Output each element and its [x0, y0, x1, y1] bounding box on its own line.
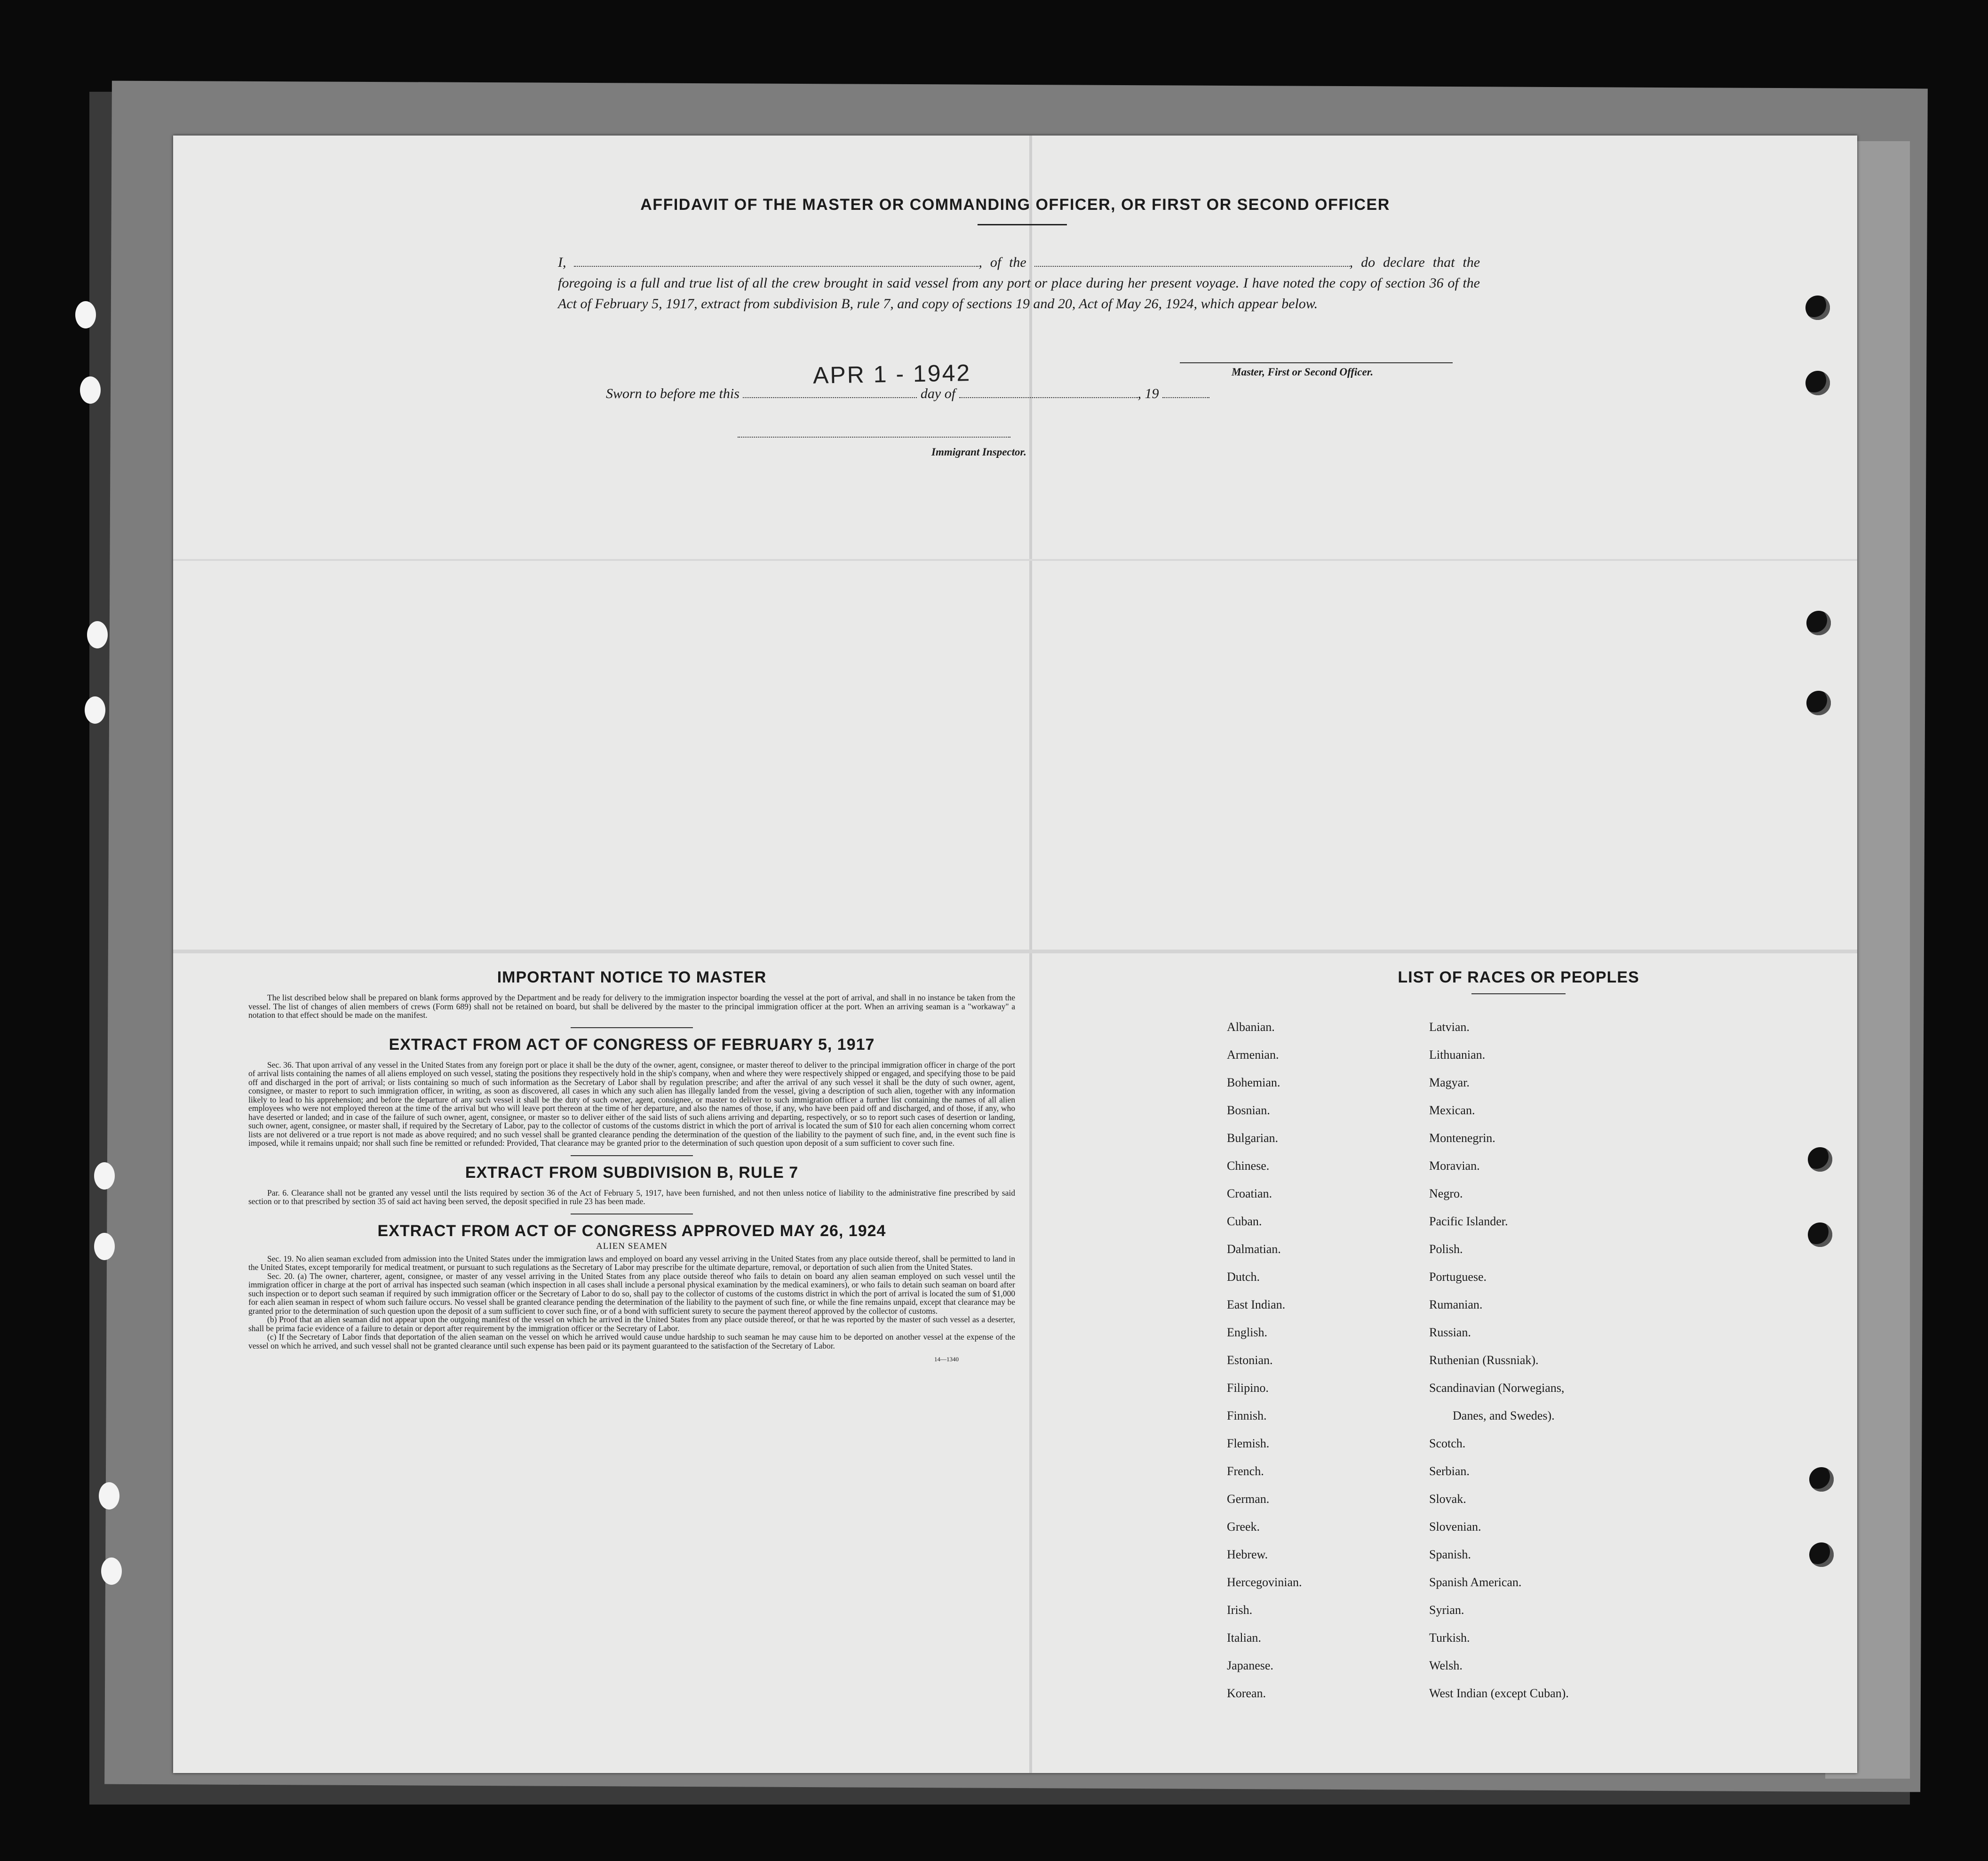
race-right: Danes, and Swedes).: [1453, 1409, 1555, 1422]
race-right: Negro.: [1429, 1187, 1463, 1200]
race-left: Bulgarian.: [1227, 1131, 1279, 1145]
race-left: Chinese.: [1227, 1159, 1270, 1173]
races-title-rule: [1471, 993, 1566, 994]
race-left: English.: [1227, 1326, 1267, 1339]
extract-rule7-text: Par. 6. Clearance shall not be granted any vessel until the lists required by section 36 of the Act of February 5, 1917, have been furnished, and not then unless notice of liability to the administrative fine prescribed by said section or to that prescribed by section 35 of said act having been served, the deposit specified in rule 23 has been made.: [248, 1188, 1015, 1206]
race-right: West Indian (except Cuban).: [1429, 1686, 1569, 1700]
race-right: Rumanian.: [1429, 1298, 1483, 1311]
race-left: Japanese.: [1227, 1659, 1273, 1672]
race-right: Montenegrin.: [1429, 1131, 1495, 1145]
punch-hole: [99, 1482, 119, 1510]
race-right: Scotch.: [1429, 1437, 1466, 1450]
punch-hole: [1805, 296, 1830, 320]
race-right: Moravian.: [1429, 1159, 1480, 1173]
punch-hole: [1806, 611, 1831, 635]
race-row: [1185, 1659, 1726, 1686]
race-row: [1185, 1214, 1726, 1242]
title-rule: [978, 224, 1067, 225]
section-rule: [571, 1027, 693, 1028]
race-row: [1185, 1353, 1726, 1381]
year-blank: [1162, 397, 1209, 398]
sec-20b-text: (b) Proof that an alien seaman did not appear upon the outgoing manifest of the vessel on which he arrived in the United States from any place outside thereof, or that he was reported by the master of such vessel as a deserter, shall be prima facie evidence of a failure to detain or deport after requirement by the immigration officer or the Secretary of Labor.: [248, 1315, 1015, 1333]
notices-column: [248, 968, 1015, 1363]
punch-hole: [94, 1233, 115, 1260]
race-row: [1185, 1548, 1726, 1575]
race-right: Serbian.: [1429, 1464, 1470, 1478]
race-left: Estonian.: [1227, 1353, 1273, 1367]
inspector-signature-line: [738, 437, 1010, 438]
race-right: Pacific Islander.: [1429, 1214, 1508, 1228]
race-row: [1185, 1131, 1726, 1159]
races-header: [1213, 968, 1824, 1002]
vertical-fold: [1029, 136, 1032, 1773]
race-right: Polish.: [1429, 1242, 1463, 1256]
decl-body: that the foregoing is a full and true list of all the crew brought in said vessel from any port or place during her present voyage. I have noted the copy of section 36 of the Act of February 5, 1917, extract from subdivision B, rule 7, and copy of sections 19 and 20, Act of May 26, 1924, which appear below.: [558, 255, 1480, 311]
race-row: [1185, 1076, 1726, 1103]
race-row: [1185, 1159, 1726, 1187]
date-blank: [743, 397, 917, 398]
race-left: Italian.: [1227, 1631, 1261, 1645]
race-row: [1185, 1326, 1726, 1353]
alien-seamen-subtitle: ALIEN SEAMEN: [596, 1241, 668, 1251]
punch-hole: [75, 301, 96, 328]
race-row: [1185, 1020, 1726, 1048]
race-row: [1185, 1492, 1726, 1520]
extract-1917-text: Sec. 36. That upon arrival of any vessel in the United States from any foreign port or place it shall be the duty of the owner, agent, consignee, or master thereof to deliver to the principal immigration officer in charge of the port of arrival lists containing the names of all aliens employed on such vessel, stating the positions they respectively hold in the ship's company, when and where they were respectively shipped or engaged, and specifying those to be paid off and discharged in the port of arrival; or lists containing so much of such information as the Secretary of Labor shall by regulation prescribe; and after the arrival of any such vessel it shall be the duty of such owner, agent, consignee, or master to report to such immigration officer, in writing, as soon as discovered, all cases in which any such alien has illegally landed from the vessel, giving a description of such alien, together with any information likely to lead to his apprehension; and before the departure of any such vessel it shall be the duty of such owner, agent, consignee, or master to deliver to such immigration officer a further list containing the names of all alien employees who were not employed thereon at the time of the arrival but who will leave port thereon at the time of her departure, and also the names of those, if any, who have been paid off and discharged, and of those, if any, who have deserted or landed; and in case of the failure of such owner, agent, consignee, or master so to deliver either of the said lists of such aliens arriving and departing, respectively, or so to report such cases of desertion or landing, such owner, agent, consignee, or master shall, if required by the Secretary of Labor, pay to the collector of customs of the customs district in which the port of arrival is located the sum of $10 for each alien concerning whom correct lists are not delivered or a true report is not made as above required; and no such vessel shall be granted clearance pending the determination of the question of the liability to the payment of such fine, and, in the event such fine is imposed, while it remains unpaid; nor shall such fine be remitted or refunded: Provided, That clearance may be granted prior to the determination of such question upon deposit of a sum sufficient to cover such fine.: [248, 1060, 1015, 1148]
races-list: [1185, 1020, 1726, 1714]
sec-20c-text: (c) If the Secretary of Labor finds that deportation of the alien seaman on the vessel on which he arrived would cause undue hardship to such seaman he may cause him to be deported on another vessel at the expense of the vessel on which he arrived, and such vessel shall not be granted clearance until such expense has been paid or its payment guaranteed to the satisfaction of the Secretary of Labor.: [248, 1332, 1015, 1350]
race-row: [1185, 1686, 1726, 1714]
document-sheet: [173, 136, 1857, 1773]
punch-hole: [87, 621, 108, 648]
race-row: [1185, 1409, 1726, 1437]
race-right: Russian.: [1429, 1326, 1471, 1339]
race-left: Irish.: [1227, 1603, 1253, 1617]
master-signature-line: [1180, 362, 1453, 363]
month-blank: [959, 397, 1138, 398]
decl-do-declare: , do declare: [1349, 255, 1425, 270]
race-left: East Indian.: [1227, 1298, 1286, 1311]
race-left: Hercegovinian.: [1227, 1575, 1302, 1589]
notice-text: The list described below shall be prepared on blank forms approved by the Department and be ready for delivery to the immigration inspector boarding the vessel at the port of arrival, and shall in no instance be taken from the vessel. The list of changes of alien members of crews (Form 689) shall not be retained on board, but shall be delivered by the master to the principal immigration officer at the port. When an arriving seaman is a "workaway" a notation to that effect should be made on the manifest.: [248, 993, 1015, 1020]
punch-hole: [85, 696, 105, 724]
extract-rule7-title: EXTRACT FROM SUBDIVISION B, RULE 7: [465, 1163, 799, 1182]
race-right: Slovenian.: [1429, 1520, 1481, 1534]
form-number: 14—1340: [934, 1356, 959, 1363]
sworn-before: Sworn to before me this: [606, 386, 740, 401]
vessel-blank: [1034, 266, 1350, 267]
race-right: Scandinavian (Norwegians,: [1429, 1381, 1565, 1395]
race-row: [1185, 1270, 1726, 1298]
race-left: French.: [1227, 1464, 1264, 1478]
race-right: Spanish American.: [1429, 1575, 1522, 1589]
punch-hole: [1809, 1542, 1834, 1567]
race-left: Bohemian.: [1227, 1076, 1280, 1089]
sec-20a-text: Sec. 20. (a) The owner, charterer, agent, consignee, or master of any vessel arriving in the United States from any place outside thereof who fails to detain on board any alien seaman employed on such vessel until the immigration officer in charge at the port of arrival has inspected such seaman (which inspection in all cases shall include a personal physical examination by the medical examiners), or who fails to detain such seaman on board after such inspection or to deport such seaman if required by such immigration officer or the Secretary of Labor to do so, shall pay to the collector of customs of the customs district in which the port of arrival is located the sum of $1,000 for each alien seaman in respect of whom such failure occurs. No vessel shall be granted clearance pending the determination of the liability to the payment of such fine, or while the fine remains unpaid, except that clearance may be granted prior to the determination of such question upon the deposit of a sum sufficient to cover such fine, or of a bond with sufficient surety to secure the payment thereof approved by the collector of customs.: [248, 1271, 1015, 1316]
race-right: Turkish.: [1429, 1631, 1470, 1645]
race-row: [1185, 1631, 1726, 1659]
race-left: German.: [1227, 1492, 1270, 1506]
race-right: Ruthenian (Russniak).: [1429, 1353, 1539, 1367]
inspector-label: Immigrant Inspector.: [931, 446, 1026, 458]
race-right: Spanish.: [1429, 1548, 1471, 1561]
race-left: Greek.: [1227, 1520, 1260, 1534]
race-row: [1185, 1464, 1726, 1492]
race-row: [1185, 1103, 1726, 1131]
race-row: [1185, 1603, 1726, 1631]
race-row: [1185, 1381, 1726, 1409]
punch-hole: [1808, 1222, 1832, 1247]
decl-i: I,: [558, 255, 566, 270]
day-of: day of: [920, 386, 956, 401]
punch-hole: [1806, 691, 1831, 715]
races-title: LIST OF RACES OR PEOPLES: [1398, 968, 1639, 986]
year-prefix: , 19: [1137, 386, 1159, 401]
race-right: Latvian.: [1429, 1020, 1470, 1034]
race-left: Hebrew.: [1227, 1548, 1268, 1561]
sworn-line: [606, 386, 1209, 402]
race-left: Bosnian.: [1227, 1103, 1270, 1117]
race-right: Portuguese.: [1429, 1270, 1487, 1284]
upper-fold: [173, 559, 1857, 561]
race-right: Mexican.: [1429, 1103, 1475, 1117]
race-left: Dalmatian.: [1227, 1242, 1281, 1256]
affidavit-title: AFFIDAVIT OF THE MASTER OR COMMANDING OFFICER, OR FIRST OR SECOND OFFICER: [640, 196, 1390, 214]
punch-hole: [94, 1162, 115, 1190]
name-blank: [574, 266, 978, 267]
master-label: Master, First or Second Officer.: [1232, 366, 1374, 378]
punch-hole: [1809, 1467, 1834, 1492]
race-right: Magyar.: [1429, 1076, 1470, 1089]
punch-hole: [1805, 371, 1830, 395]
race-left: Filipino.: [1227, 1381, 1269, 1395]
race-row: [1185, 1298, 1726, 1326]
race-row: [1185, 1048, 1726, 1076]
race-right: Lithuanian.: [1429, 1048, 1486, 1062]
race-row: [1185, 1575, 1726, 1603]
race-left: Dutch.: [1227, 1270, 1260, 1284]
race-row: [1185, 1520, 1726, 1548]
race-left: Korean.: [1227, 1686, 1266, 1700]
race-left: Albanian.: [1227, 1020, 1275, 1034]
race-right: Syrian.: [1429, 1603, 1464, 1617]
sec-19-text: Sec. 19. No alien seaman excluded from admission into the United States under the immigration laws and employed on board any vessel arriving in the United States from any place outside thereof, shall be permitted to land in the United States, except temporarily for medical treatment, or pursuant to such regulations as the Secretary of Labor may prescribe for the ultimate departure, removal, or deportation of such alien from the United States.: [248, 1254, 1015, 1272]
declaration-paragraph: [558, 252, 1480, 314]
race-right: Slovak.: [1429, 1492, 1466, 1506]
race-left: Armenian.: [1227, 1048, 1279, 1062]
race-row: [1185, 1242, 1726, 1270]
race-left: Croatian.: [1227, 1187, 1272, 1200]
extract-1924-title: EXTRACT FROM ACT OF CONGRESS APPROVED MAY 26, 1924: [377, 1222, 886, 1240]
race-left: Flemish.: [1227, 1437, 1270, 1450]
race-row: [1185, 1437, 1726, 1464]
race-left: Finnish.: [1227, 1409, 1267, 1422]
horizontal-fold: [173, 950, 1857, 953]
decl-of-the: , of the: [978, 255, 1026, 270]
notice-title: IMPORTANT NOTICE TO MASTER: [497, 968, 767, 986]
race-right: Welsh.: [1429, 1659, 1463, 1672]
race-left: Cuban.: [1227, 1214, 1262, 1228]
section-rule: [571, 1155, 693, 1156]
race-row: [1185, 1187, 1726, 1214]
extract-1917-title: EXTRACT FROM ACT OF CONGRESS OF FEBRUARY 5, 1917: [389, 1035, 875, 1054]
punch-hole: [101, 1557, 122, 1585]
date-stamp: APR 1 - 1942: [812, 359, 971, 389]
punch-hole: [80, 376, 101, 404]
punch-hole: [1808, 1147, 1832, 1172]
